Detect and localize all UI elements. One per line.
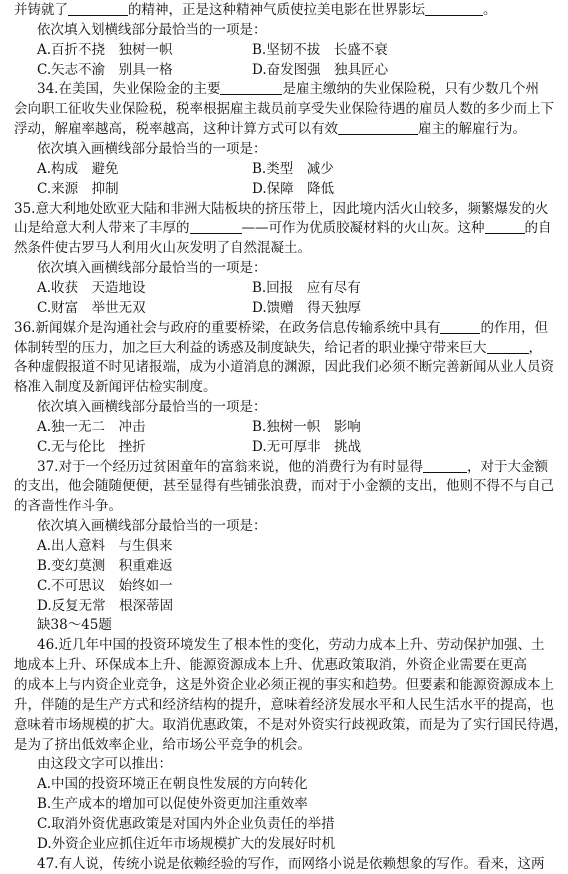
text-line (37, 258, 542, 278)
text-line (37, 79, 542, 99)
text-segment: 的支出，他会随随便便，甚至显得有些铺张浪费，而对于小金额的支出，他则不得不与自己 (14, 478, 554, 495)
text-line (37, 20, 542, 40)
text-segment: ，对于大金额 (466, 458, 548, 475)
text-line (37, 536, 542, 556)
text-segment: 格准入制度及新闻评估检实制度。 (14, 379, 217, 396)
text-line (14, 0, 542, 20)
option-text: C.矢志不渝 别具一格 (37, 61, 173, 78)
text-segment: 意味着市场规模的扩大。取消优惠政策，不是对外资实行歧视政策，而是为了实行国民待遇， (14, 716, 568, 733)
fill-blank (190, 219, 242, 234)
text-line (37, 754, 542, 774)
text-line (37, 576, 542, 596)
text-line (37, 635, 545, 655)
text-line (14, 218, 552, 238)
text-segment: 依次填入划横线部分最恰当的一项是： (37, 21, 267, 38)
text-line (37, 556, 542, 576)
text-line (14, 695, 554, 715)
text-line (37, 397, 542, 417)
option-text: B.类型 减少 (252, 160, 334, 177)
fill-blank (440, 319, 480, 334)
text-segment: 35.意大利地处欧亚大陆和非洲大陆板块的挤压带上，因此境内活火山较多，频繁爆发的火 (14, 200, 549, 217)
text-segment: 是雇主缴纳的失业保险税，只有少数几个州 (282, 81, 539, 98)
option-text: D.馈赠 得天独厚 (252, 299, 362, 316)
text-segment: 体制转型的压力，加之巨大利益的诱惑及制度缺失，给记者的职业操守带来巨大 (14, 339, 487, 356)
option-text: B.回报 应有尽有 (252, 279, 361, 296)
text-line (37, 615, 542, 635)
text-segment: 依次填入画横线部分最恰当的一项是： (37, 141, 267, 157)
text-segment: A.出人意料 与生俱来 (37, 538, 173, 554)
text-segment: C.取消外资优惠政策是对国内外企业负责任的举措 (37, 815, 335, 832)
text-segment: 47.有人说，传统小说是依赖经验的写作，而网络小说是依赖想象的写作。看来，这两 (37, 855, 545, 872)
option-text: D.无可厚非 挑战 (252, 438, 362, 455)
text-line (37, 457, 548, 477)
text-segment: 升，伴随的是生产方式和经济结构的提升，意味着经济发展水平和人民生活水平的提高，也 (14, 696, 554, 713)
text-line (14, 377, 542, 397)
option-text: A.独一无二 冲击 (37, 418, 146, 435)
option-text: C.来源 抑制 (37, 180, 119, 197)
text-segment: 。 (483, 2, 497, 18)
option-row (37, 60, 542, 80)
text-segment: C.不可思议 始终如一 (37, 577, 173, 594)
text-line (14, 476, 554, 496)
option-text: A.收获 天造地设 (37, 279, 146, 296)
option-row (37, 298, 542, 318)
text-segment: 37.对于一个经历过贫困童年的富翁来说，他的消费行为有时显得 (37, 458, 423, 475)
text-line (14, 496, 542, 516)
text-segment: 46.近几年中国的投资环境发生了根本性的变化，劳动力成本上升、劳动保护加强、土 (37, 637, 545, 654)
option-text: B.坚韧不拔 长盛不衰 (252, 41, 388, 58)
text-segment: 依次填入画横线部分最恰当的一项是： (37, 399, 267, 415)
text-segment: 山是给意大利人带来了丰厚的 (14, 220, 190, 237)
text-segment: 依次填入画横线部分最恰当的一项是： (37, 260, 267, 277)
text-segment: 各种虚假报道不时见诸报端，成为小道消息的渊源，因此我们必须不断完善新闻从业人员资 (14, 359, 554, 376)
text-line (14, 238, 542, 258)
option-row (37, 417, 542, 437)
text-line (14, 119, 542, 139)
option-text: A.构成 避免 (37, 160, 119, 177)
text-segment: 36.新闻媒介是沟通社会与政府的重要桥梁，在政务信息传输系统中具有 (14, 319, 441, 336)
text-line (14, 199, 549, 219)
text-segment: D.外资企业应抓住近年市场规模扩大的发展好时机 (37, 835, 336, 852)
text-line (14, 715, 568, 735)
option-text: D.保障 降低 (252, 180, 335, 197)
text-segment: ——可作为优质胶凝材料的火山灰。这种 (241, 220, 485, 237)
text-line (14, 357, 554, 377)
option-row (37, 159, 542, 179)
text-line (37, 596, 542, 616)
option-row (37, 437, 542, 457)
fill-blank (220, 80, 282, 95)
text-segment: 依次填入画横线部分最恰当的一项是： (37, 518, 267, 535)
text-line (37, 794, 542, 814)
fill-blank (423, 458, 467, 473)
text-line (37, 516, 542, 536)
text-segment: 的自 (524, 220, 552, 237)
option-text: A.百折不挠 独树一帜 (37, 41, 173, 58)
text-line (37, 774, 542, 794)
text-line (14, 318, 548, 338)
option-text: C.财富 举世无双 (37, 299, 146, 316)
text-line (37, 854, 545, 874)
text-segment: ， (528, 339, 542, 356)
option-text: D.奋发图强 独具匠心 (252, 61, 389, 78)
fill-blank (338, 120, 418, 135)
text-segment: 缺38～45题 (37, 617, 112, 634)
text-segment: D.反复无常 根深蒂固 (37, 597, 174, 614)
option-row (37, 40, 542, 60)
text-segment: 的精神，正是这种精神气质使拉美电影在世界影坛 (128, 2, 425, 18)
fill-blank (425, 1, 483, 16)
option-row (37, 179, 542, 199)
text-segment: 的成本上与内资企业竞争，这是外资企业必须正视的事实和趋势。但要素和能源资源成本上 (14, 676, 554, 693)
text-line (14, 338, 542, 358)
text-line (14, 99, 554, 119)
text-segment: 雇主的解雇行为。 (418, 121, 526, 138)
text-segment: 34.在美国，失业保险金的主要 (37, 81, 221, 98)
text-segment: 会向职工征收失业保险税，税率根据雇主裁员前享受失业保险待遇的雇员人数的多少而上下 (14, 101, 554, 118)
text-segment: 并铸就了 (14, 2, 68, 18)
fill-blank (485, 219, 525, 234)
fill-blank (68, 1, 128, 16)
text-line (14, 735, 542, 755)
text-line (14, 675, 554, 695)
fill-blank (487, 339, 529, 354)
text-segment: A.中国的投资环境正在朝良性发展的方向转化 (37, 776, 308, 793)
text-segment: 的作用，但 (480, 319, 548, 336)
text-segment: 然条件使古罗马人利用火山灰发明了自然混凝土。 (14, 240, 311, 257)
text-line (14, 655, 542, 675)
text-segment: 浮动，解雇率越高，税率越高，这种计算方式可以有效 (14, 121, 338, 138)
option-row (37, 278, 542, 298)
option-text: C.无与伦比 挫折 (37, 438, 146, 455)
text-segment: B.变幻莫测 积重难返 (37, 557, 173, 574)
text-segment: 地成本上升、环保成本上升、能源资源成本上升、优惠政策取消，外资企业需要在更高 (14, 657, 527, 674)
text-segment: 是为了挤出低效率企业，给市场公平竞争的机会。 (14, 736, 311, 753)
text-line (37, 814, 542, 834)
text-line (37, 139, 542, 159)
text-line (37, 834, 542, 854)
text-segment: 的吝啬性作斗争。 (14, 498, 122, 515)
text-segment: B.生产成本的增加可以促使外资更加注重效率 (37, 796, 308, 812)
option-text: B.独树一帜 影响 (252, 418, 361, 435)
text-segment: 由这段文字可以推出： (37, 756, 172, 773)
